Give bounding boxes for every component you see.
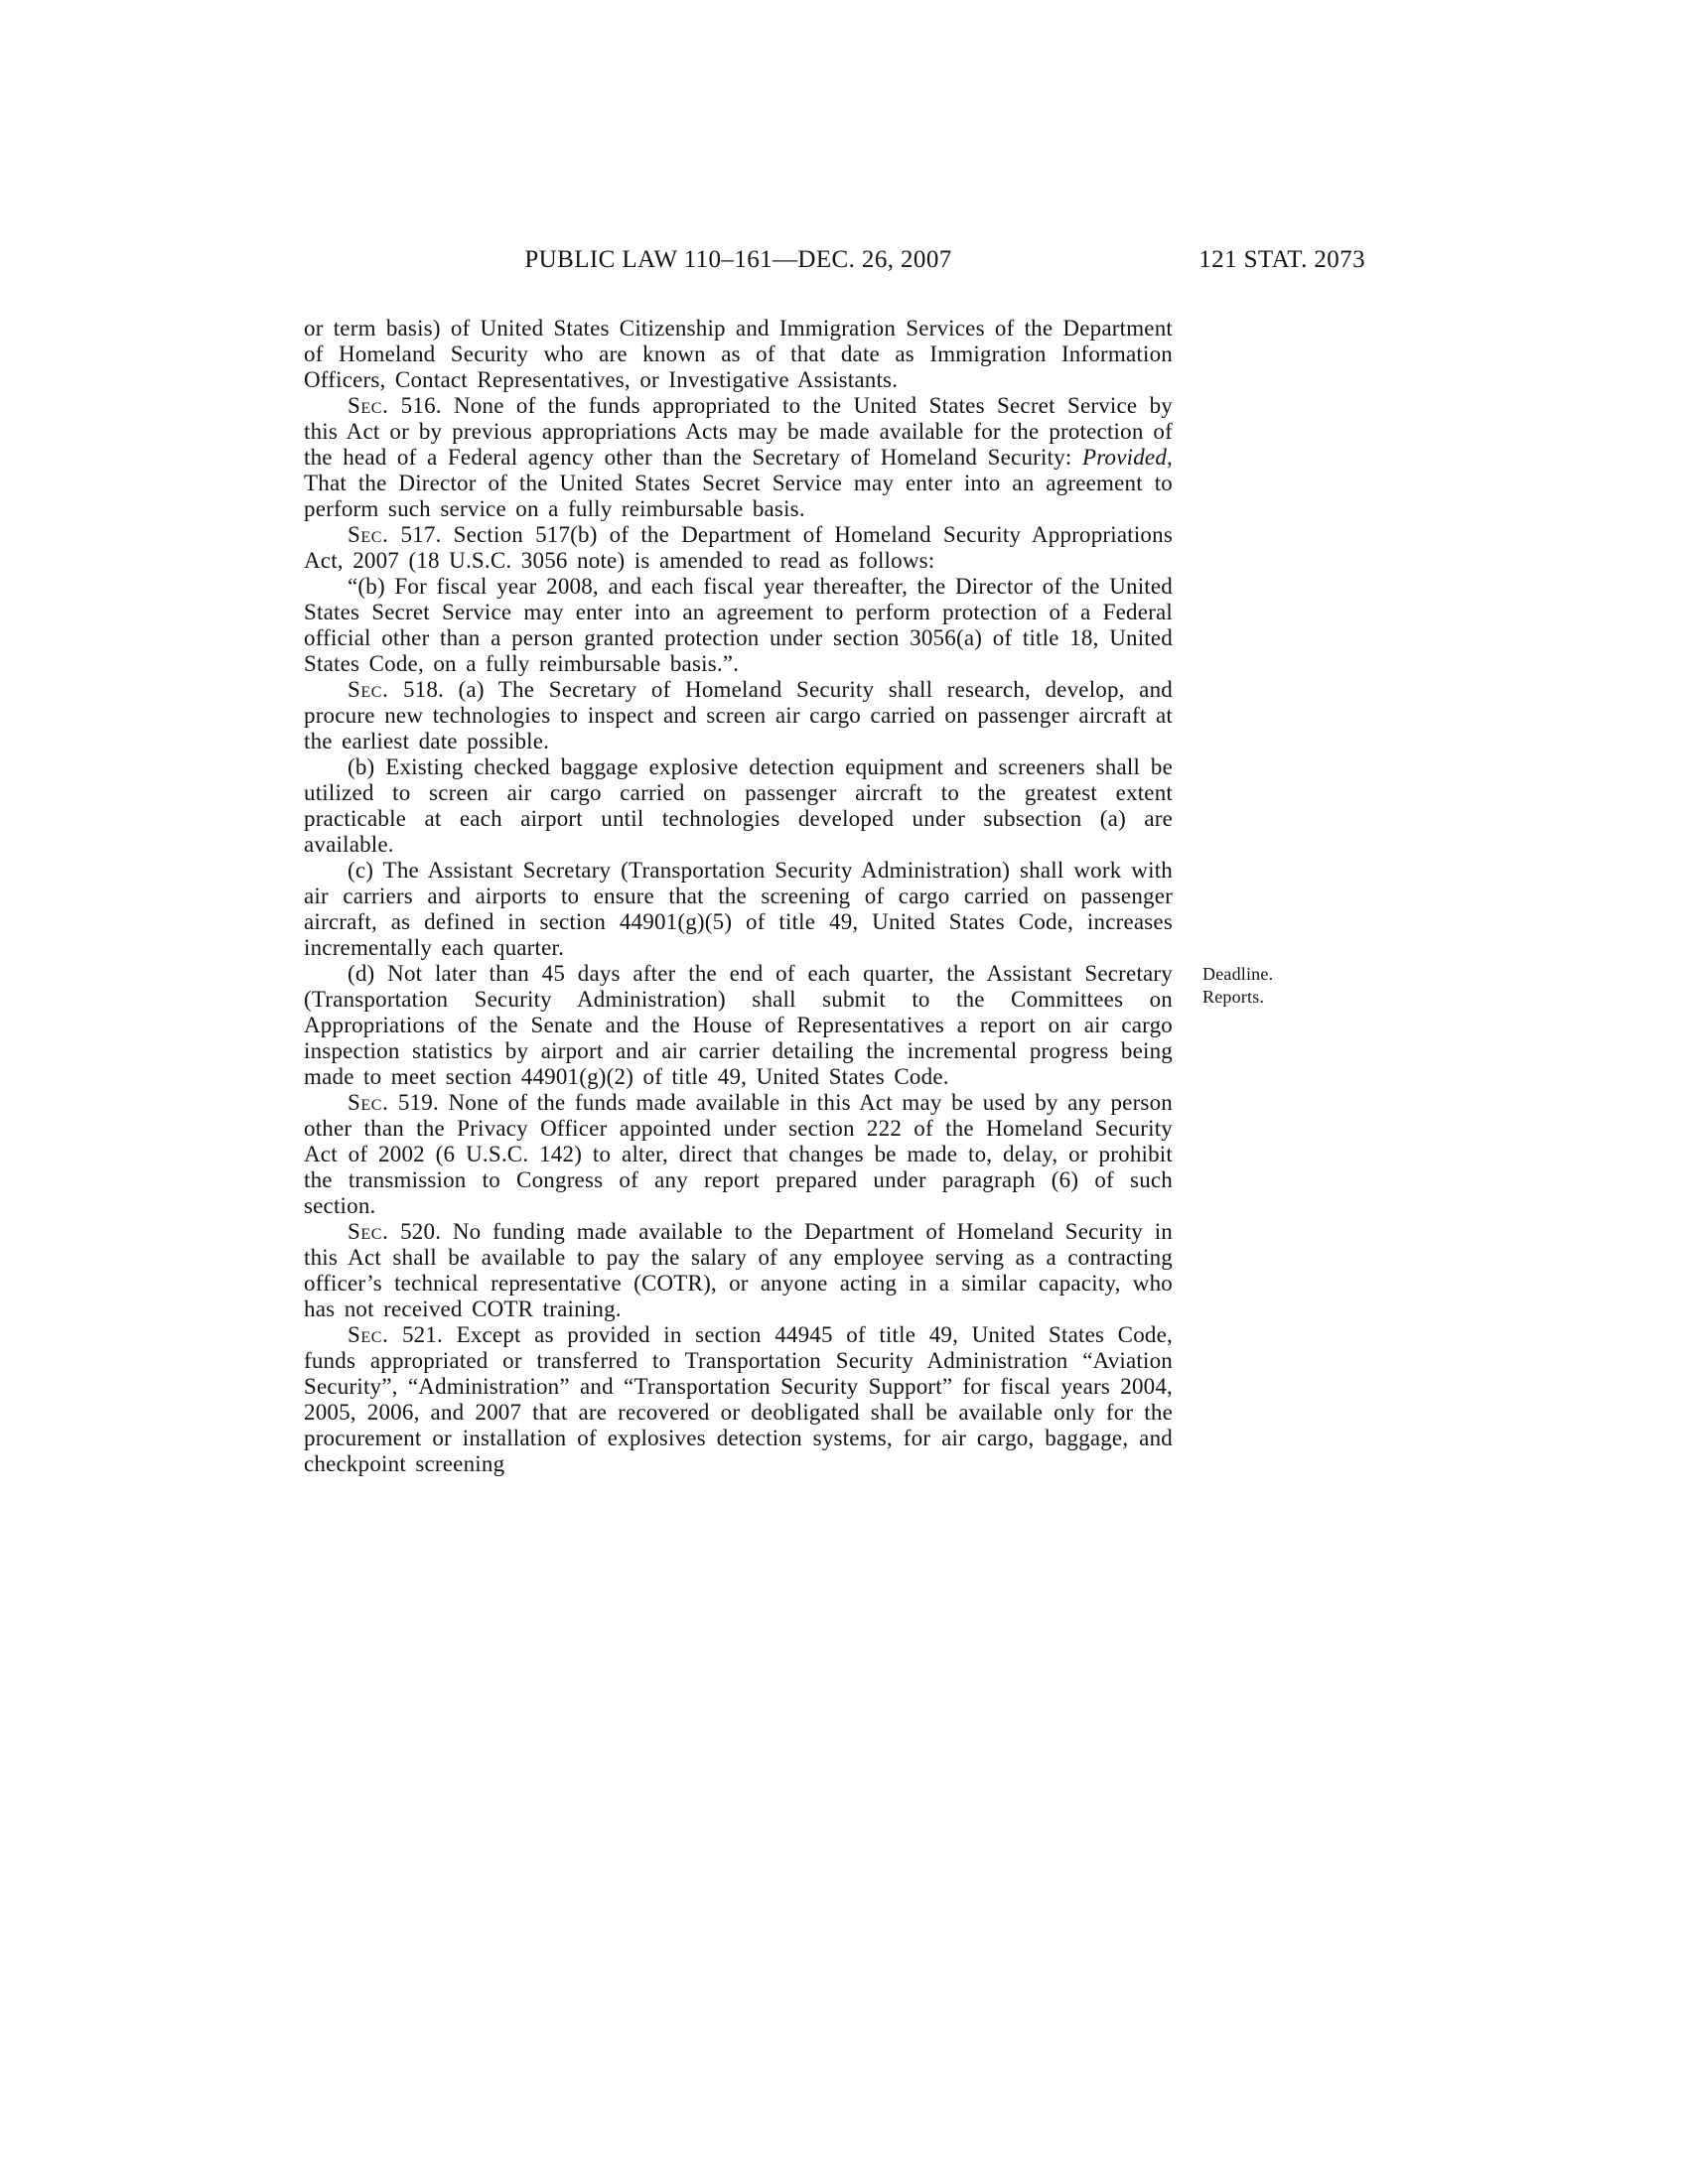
paragraph: [304, 858, 1173, 961]
text-run: 516. None of the funds appropriated to the United States Secret Service by this Act or by previous appropriations Acts may be made available for the protection of the head of a Federal agency other than the Secretary of Homeland Security:: [304, 393, 1173, 470]
paragraph: [304, 522, 1173, 574]
text-run: That the Director of the United States Secret Service may enter into an agreement to perform such service on a fully reimbursable basis.: [304, 471, 1173, 521]
section-label: Sec.: [348, 677, 389, 702]
text-run: (b) Existing checked baggage explosive detection equipment and screeners shall be utilized to screen air cargo carried on passenger aircraft to the greatest extent practicable at each airport until technologies developed under subsection (a) are available.: [304, 754, 1173, 857]
page-header: [304, 246, 1365, 280]
section-label: Sec.: [348, 393, 389, 418]
text-run: 521. Except as provided in section 44945 of title 49, United States Code, funds appropriated or transferred to Transportation Security Administration “Aviation Security”, “Administration” and “Transportation Security Support” for fiscal years 2004, 2005, 2006, and 2007 that are recovered or deobligated shall be available only for the procurement or installation of explosives detection systems, for air cargo, baggage, and checkpoint screening: [304, 1322, 1173, 1476]
text-run: 519. None of the funds made available in this Act may be used by any person other than the Privacy Officer appointed under section 222 of the Homeland Security Act of 2002 (6 U.S.C. 142) to alter, direct that changes be made to, delay, or prohibit the transmission to Congress of any report prepared under paragraph (6) of such section.: [304, 1090, 1173, 1218]
text-run: (c) The Assistant Secretary (Transportation Security Administration) shall work with air carriers and airports to ensure that the screening of cargo carried on passenger aircraft, as defined in section 44901(g)(5) of title 49, United States Code, increases incrementally each quarter.: [304, 858, 1173, 960]
paragraph: [304, 393, 1173, 522]
paragraph: [304, 1219, 1173, 1322]
section-label: Sec.: [348, 1090, 389, 1115]
margin-note-line: Reports.: [1202, 987, 1265, 1007]
text-run: 517. Section 517(b) of the Department of Homeland Security Appropriations Act, 2007 (18 U.S.C. 3056 note) is amended to read as follows:: [304, 522, 1173, 573]
margin-note-line: Deadline.: [1202, 964, 1274, 984]
paragraph: [304, 677, 1173, 754]
running-head: PUBLIC LAW 110–161—DEC. 26, 2007: [524, 246, 952, 273]
body-paragraphs: [304, 316, 1274, 1477]
section-label: Sec.: [348, 1322, 389, 1347]
paragraph: [304, 1322, 1173, 1477]
paragraph: [304, 316, 1173, 393]
stat-page-number: 121 STAT. 2073: [1198, 246, 1365, 273]
paragraph: [304, 754, 1173, 858]
text-run: (d) Not later than 45 days after the end of each quarter, the Assistant Secretary (Transportation Security Administration) shall submit to the Committees on Appropriations of the Senate and the House of Representatives a report on air cargo inspection statistics by airport and air carrier detailing the incremental progress being made to meet section 44901(g)(2) of title 49, United States Code.: [304, 961, 1173, 1089]
text-run: 518. (a) The Secretary of Homeland Security shall research, develop, and procure new technologies to inspect and screen air cargo carried on passenger aircraft at the earliest date possible.: [304, 677, 1173, 753]
margin-note: [1202, 963, 1371, 1009]
paragraph: [304, 1090, 1173, 1219]
text-run: 520. No funding made available to the Department of Homeland Security in this Act shall be available to pay the salary of any employee serving as a contracting officer’s technical representative (COTR), or anyone acting in a similar capacity, who has not received COTR training.: [304, 1219, 1173, 1321]
text-run: Provided,: [1081, 445, 1173, 470]
text-run: or term basis) of United States Citizenship and Immigration Services of the Department of Homeland Security who are known as of that date as Immigration Information Officers, Contact Representatives, or Investigative Assistants.: [304, 316, 1173, 392]
section-label: Sec.: [348, 522, 389, 547]
paragraph: [304, 961, 1274, 1090]
text-run: “(b) For fiscal year 2008, and each fiscal year thereafter, the Director of the United States Secret Service may enter into an agreement to perform protection of a Federal official other than a person granted protection under section 3056(a) of title 18, United States Code, on a fully reimbursable basis.”.: [304, 574, 1173, 676]
paragraph: [304, 574, 1173, 677]
section-label: Sec.: [348, 1219, 389, 1244]
